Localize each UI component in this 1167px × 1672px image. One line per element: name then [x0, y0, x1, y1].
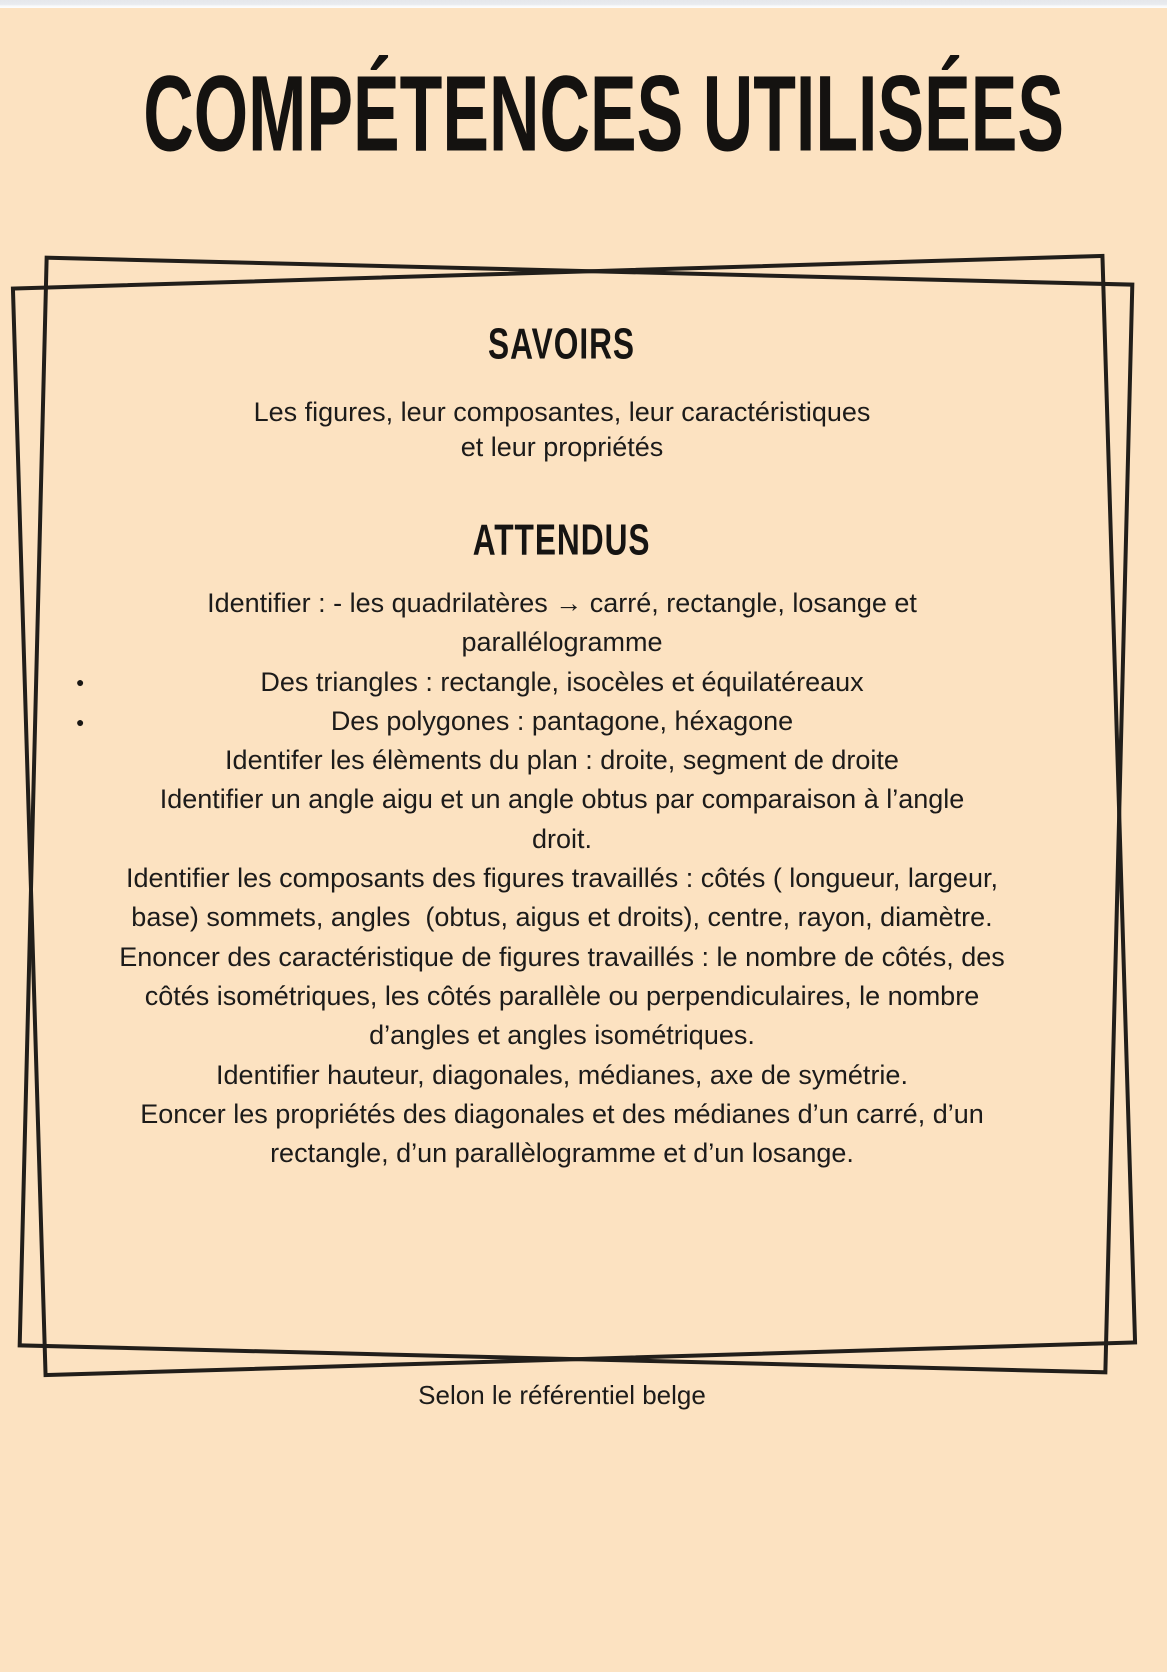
attendus-line-text: Des polygones : pantagone, héxagone [330, 705, 794, 736]
attendus-line: côtés isométriques, les côtés parallèle ou perpendiculaires, le nombre [144, 980, 980, 1011]
attendus-line: Identifier hauteur, diagonales, médianes, axe de symétrie. [216, 1059, 908, 1090]
savoirs-body [62, 395, 1062, 465]
footer-caption: Selon le référentiel belge [418, 1380, 706, 1410]
attendus-line: Eoncer les propriétés des diagonales et des médianes d’un carré, d’un [140, 1098, 984, 1129]
page-title: COMPÉTENCES UTILISÉES [143, 53, 1065, 175]
attendus-line: Identifier un angle aigu et un angle obtus par comparaison à l’angle [159, 784, 965, 815]
attendus-line: Identifier les composants des figures travaillés : côtés ( longueur, largeur, [126, 863, 998, 894]
savoirs-heading: SAVOIRS [488, 318, 636, 368]
savoirs-text-line: et leur propriétés [460, 432, 664, 462]
attendus-line [62, 702, 1062, 741]
bullet-icon: ● [76, 713, 85, 730]
savoirs-heading-wrap [62, 318, 1062, 369]
screenshot-top-edge-strip [0, 0, 1167, 8]
attendus-line: Identifier : - les quadrilatères → carré, rectangle, losange et [207, 588, 917, 618]
attendus-line: Identifer les élèments du plan : droite, segment de droite [225, 745, 899, 776]
page-title-wrap [0, 53, 1167, 191]
savoirs-text-line: Les figures, leur composantes, leur caractéristiques [253, 397, 871, 427]
bullet-icon: ● [76, 674, 85, 691]
attendus-heading-wrap [62, 514, 1062, 565]
attendus-line: parallélogramme [461, 627, 663, 658]
attendus-line [62, 663, 1062, 702]
attendus-line: base) sommets, angles (obtus, aigus et droits), centre, rayon, diamètre. [131, 902, 993, 933]
attendus-line: d’angles et angles isométriques. [369, 1020, 755, 1051]
attendus-heading: ATTENDUS [473, 514, 651, 564]
attendus-line: droit. [531, 823, 593, 854]
attendus-body [62, 584, 1062, 1173]
attendus-line-text: Des triangles : rectangle, isocèles et équilatéreaux [260, 666, 864, 697]
attendus-line: rectangle, d’un parallèlogramme et d’un losange. [270, 1138, 854, 1169]
attendus-line: Enoncer des caractéristique de figures travaillés : le nombre de côtés, des [119, 941, 1005, 972]
